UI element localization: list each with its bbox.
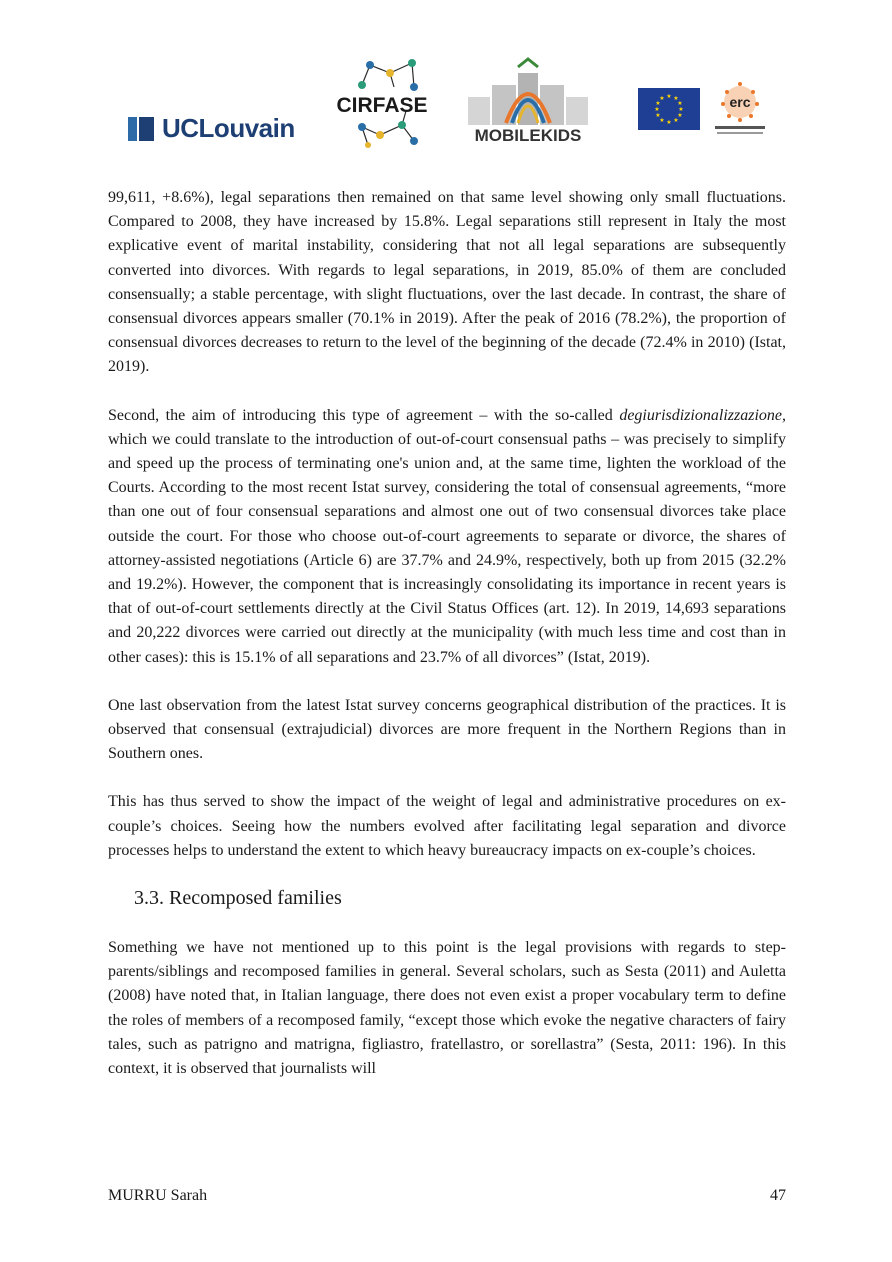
- header-logos: [0, 0, 892, 160]
- svg-text:★: ★: [673, 117, 679, 124]
- svg-text:★: ★: [654, 106, 660, 113]
- svg-text:★: ★: [678, 106, 684, 113]
- cirfase-logo: [332, 55, 432, 150]
- uclouvain-mark-icon: [128, 115, 154, 141]
- eu-flag-icon: [638, 88, 700, 130]
- page-footer: [108, 1187, 786, 1205]
- svg-text:★: ★: [673, 95, 679, 102]
- page-body: [108, 186, 786, 1105]
- erc-logo: [705, 78, 775, 140]
- uclouvain-logo: [128, 110, 313, 146]
- paragraph-2: [108, 404, 786, 670]
- paragraph-5: Something we have not mentioned up to this point is the legal provisions with regards to step-parents/siblings and recomposed families in general. Several scholars, such as Sesta (2011) and Auletta (2008) have noted that, in Italian language, there does not even exist a proper vocabulary term to define the roles of members of a recomposed family, “except those which evoke the negative characters of fairy tales, such as patrigno and matrigna, figliastro, fratellastro, or sorellastra” (Sesta, 2011: 196). In this context, it is observed that journalists will: [108, 939, 786, 1078]
- paragraph-2-part-b: , which we could translate to the introduction of out-of-court consensual paths – was precisely to simplify and speed up the process of terminating one's union and, at the same time, lighten the workload of the Courts. According to the most recent Istat survey, considering the total of consensual agreements, “more than one out of four consensual separations and almost one out of two consensual divorces take place outside the court. For those who choose out-of-court agreements to separate or divorce, the shares of attorney-assisted negotiations (Article 6) are 37.7% and 24.9%, respectively, both up from 2015 (32.2% and 19.2%). However, the component that is increasingly consolidating its importance in recent years is that of out-of-court settlements directly at the Civil Status Offices (art. 12). In 2019, 14,693 separations and 20,222 divorces were carried out directly at the municipality (with much less time and cost than in other cases): this is 15.1% of all separations and 23.7% of all divorces” (Istat, 2019).: [108, 406, 786, 666]
- svg-text:★: ★: [659, 95, 665, 102]
- paragraph-3: One last observation from the latest Istat survey concerns geographical distribution of the practices. It is observed that consensual (extrajudicial) divorces are more frequent in the Northern Regions than in Southern ones.: [108, 696, 786, 763]
- svg-text:★: ★: [666, 93, 672, 100]
- uclouvain-logo-text: UCLouvain: [162, 112, 295, 143]
- svg-text:★: ★: [659, 117, 665, 124]
- svg-text:★: ★: [677, 112, 683, 119]
- svg-text:★: ★: [655, 112, 661, 119]
- cirfase-logo-text: CIRFASE: [336, 94, 428, 117]
- svg-text:★: ★: [666, 119, 672, 126]
- paragraph-1: 99,611, +8.6%), legal separations then remained on that same level showing only small fluctuations. Compared to 2008, they have increased by 15.8%. Legal separations still represent in Italy the most explicative event of marital instability, considering that not all legal separations are subsequently converted into divorces. With regards to legal separations, in 2019, 85.0% of them are concluded consensually; a stable percentage, with slight fluctuations, over the last decade. In contrast, the share of consensual divorces appears smaller (70.1% in 2019). After the peak of 2016 (78.2%), the proportion of consensual divorces decreases to return to the level of the beginning of the decade (72.4% in 2010) (Istat, 2019).: [108, 189, 786, 376]
- svg-text:★: ★: [677, 100, 683, 107]
- paragraph-2-italic-term: degiurisdizionalizzazione: [619, 406, 782, 424]
- svg-text:★: ★: [655, 100, 661, 107]
- erc-logo-text: erc: [729, 94, 751, 110]
- footer-author: MURRU Sarah: [108, 1187, 208, 1204]
- paragraph-2-part-a: Second, the aim of introducing this type of agreement – with the so-called: [108, 406, 620, 424]
- paragraph-4: This has thus served to show the impact of the weight of legal and administrative procedures on ex-couple’s choices. Seeing how the numbers evolved after facilitating legal separation and divorce processes helps to understand the extent to which heavy bureaucracy impacts on ex-couple’s choices.: [108, 793, 786, 859]
- section-heading: 3.3. Recomposed families: [134, 887, 342, 910]
- page-number: 47: [770, 1187, 786, 1204]
- mobilekids-logo: [458, 55, 598, 145]
- mobilekids-logo-text: MOBILEKIDS: [474, 126, 582, 145]
